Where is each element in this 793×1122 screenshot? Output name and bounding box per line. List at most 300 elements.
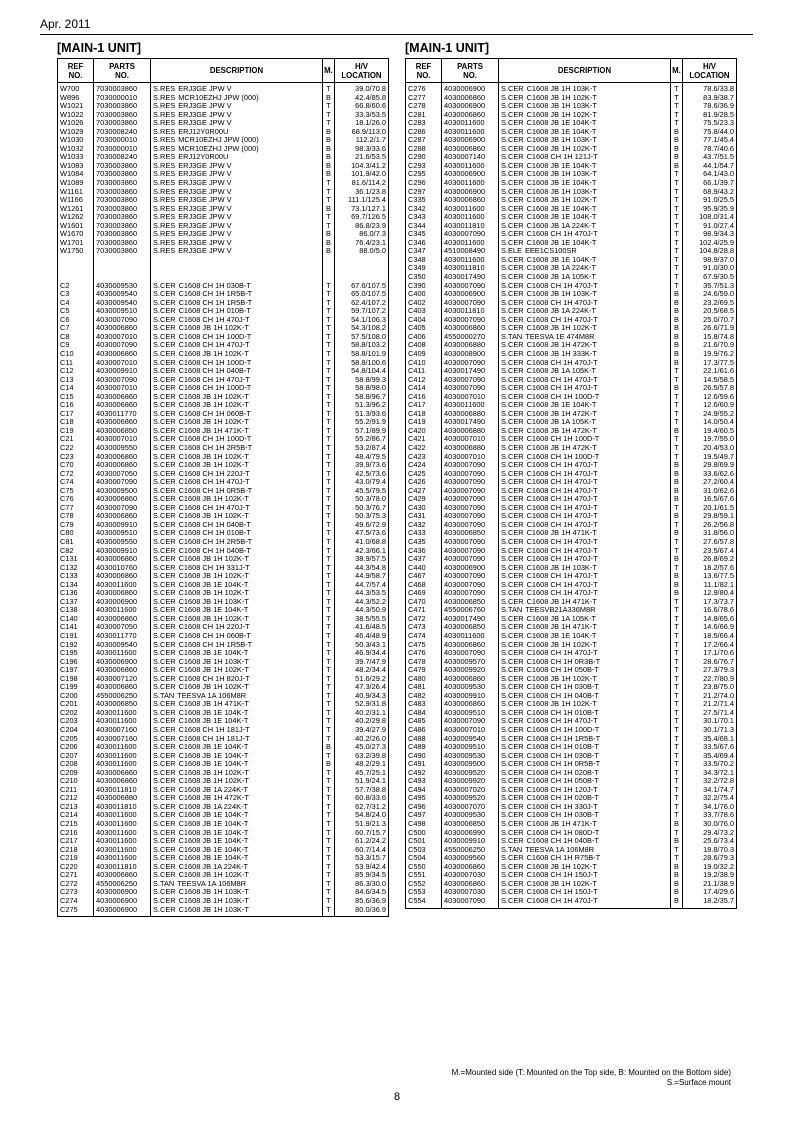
description-cell: S.CER C1608 CH 1H 100D-T bbox=[499, 393, 671, 402]
description-cell: S.CER C1608 JB 1E 104K-T bbox=[151, 829, 323, 838]
location-cell: 43.7/51.5 bbox=[683, 153, 737, 162]
mount-side-cell: T bbox=[323, 906, 335, 917]
location-cell: 21.6/70.9 bbox=[683, 341, 737, 350]
col-description-header: DESCRIPTION bbox=[499, 59, 671, 83]
location-cell: 75.8/44.0 bbox=[683, 128, 737, 137]
parts-no-cell: 4030011600 bbox=[94, 829, 151, 838]
ref-no-cell: C197 bbox=[58, 666, 94, 675]
mount-side-cell: T bbox=[671, 743, 683, 752]
location-cell: 18.5/66.4 bbox=[683, 632, 737, 641]
location-cell: 28.6/79.3 bbox=[683, 854, 737, 863]
description-cell: S.CER C1608 JB 1A 105K-T bbox=[499, 273, 671, 282]
description-cell: S.CER C1608 JB 1E 104K-T bbox=[499, 205, 671, 214]
mount-side-cell: T bbox=[671, 632, 683, 641]
mount-side-cell: T bbox=[323, 794, 335, 803]
description-cell: S.RES ERJ12Y0R00U bbox=[151, 153, 323, 162]
parts-no-cell: 4030007090 bbox=[442, 487, 499, 496]
table-row bbox=[58, 111, 389, 120]
table-row bbox=[58, 102, 389, 111]
location-cell: 17.1/70.6 bbox=[683, 649, 737, 658]
description-cell: S.CER C1608 CH 1H 181J-T bbox=[151, 735, 323, 744]
mount-side-cell: T bbox=[323, 880, 335, 889]
description-cell: S.CER C1608 JB 1H 103K-T bbox=[151, 888, 323, 897]
description-cell: S.TAN TEESVA 1A 106M8R bbox=[151, 692, 323, 701]
mount-side-cell: T bbox=[323, 393, 335, 402]
description-cell: S.CER C1608 JB 1A 224K-T bbox=[499, 307, 671, 316]
mount-side-cell: T bbox=[323, 188, 335, 197]
location-cell: 39.4/27.9 bbox=[335, 726, 389, 735]
mount-side-cell: B bbox=[671, 837, 683, 846]
mount-side-cell bbox=[323, 256, 335, 265]
ref-no-cell: C18 bbox=[58, 418, 94, 427]
ref-no-cell: C400 bbox=[406, 290, 442, 299]
ref-no-cell: W1701 bbox=[58, 239, 94, 248]
mount-side-cell: B bbox=[671, 153, 683, 162]
description-cell: S.ELE EEE1CS100SR bbox=[499, 247, 671, 256]
mount-side-cell: T bbox=[323, 529, 335, 538]
ref-no-cell: C412 bbox=[406, 376, 442, 385]
table-row bbox=[58, 153, 389, 162]
description-cell: S.CER C1608 CH 1H 100D-T bbox=[499, 453, 671, 462]
table-row bbox=[406, 470, 737, 479]
description-cell: S.CER C1608 CH 1H 470J-T bbox=[499, 478, 671, 487]
right-parts-table bbox=[405, 58, 737, 909]
table-row bbox=[58, 829, 389, 838]
ref-no-cell: C489 bbox=[406, 743, 442, 752]
table-row bbox=[58, 880, 389, 889]
mount-side-cell: T bbox=[323, 572, 335, 581]
parts-no-cell: 4030006880 bbox=[442, 427, 499, 436]
location-cell: 88.0/5.0 bbox=[335, 247, 389, 256]
parts-no-cell: 4030011810 bbox=[442, 307, 499, 316]
location-cell: 65.0/107.5 bbox=[335, 290, 389, 299]
parts-no-cell: 7030008240 bbox=[94, 128, 151, 137]
parts-no-cell: 4030007090 bbox=[442, 376, 499, 385]
description-cell: S.CER C1608 CH 1H 470J-T bbox=[499, 504, 671, 513]
location-cell: 91.0/27.4 bbox=[683, 222, 737, 231]
location-cell: 31.8/56.0 bbox=[683, 529, 737, 538]
location-cell: 58.8/100.6 bbox=[335, 359, 389, 368]
parts-no-cell: 4030011600 bbox=[442, 179, 499, 188]
location-cell: 73.1/127.1 bbox=[335, 205, 389, 214]
ref-no-cell: C345 bbox=[406, 230, 442, 239]
mount-side-cell: T bbox=[671, 598, 683, 607]
parts-no-cell: 4030006900 bbox=[94, 658, 151, 667]
location-cell: 11.1/82.1 bbox=[683, 581, 737, 590]
ref-no-cell: C208 bbox=[58, 760, 94, 769]
location-cell: 63.2/39.8 bbox=[335, 752, 389, 761]
ref-no-cell: C467 bbox=[406, 572, 442, 581]
table-row bbox=[58, 487, 389, 496]
table-row bbox=[58, 786, 389, 795]
mount-side-cell: B bbox=[671, 333, 683, 342]
parts-no-cell: 4030011600 bbox=[442, 128, 499, 137]
description-cell: S.CER C1608 JB 1E 104K-T bbox=[151, 709, 323, 718]
mount-side-cell: T bbox=[323, 897, 335, 906]
parts-no-cell: 4030007020 bbox=[442, 786, 499, 795]
table-row bbox=[58, 239, 389, 248]
mount-side-cell: T bbox=[323, 846, 335, 855]
table-row bbox=[58, 854, 389, 863]
table-row bbox=[58, 547, 389, 556]
mount-side-cell: B bbox=[671, 555, 683, 564]
parts-no-cell: 4030007090 bbox=[442, 512, 499, 521]
parts-no-cell: 4030009920 bbox=[442, 777, 499, 786]
parts-no-cell: 4030006860 bbox=[442, 111, 499, 120]
parts-no-cell: 4030006900 bbox=[442, 188, 499, 197]
location-cell: 98.9/37.0 bbox=[683, 256, 737, 265]
ref-no-cell: C349 bbox=[406, 264, 442, 273]
table-row bbox=[406, 299, 737, 308]
table-row bbox=[58, 675, 389, 684]
parts-no-cell: 4030007010 bbox=[94, 333, 151, 342]
mount-side-cell: T bbox=[323, 316, 335, 325]
table-row bbox=[406, 119, 737, 128]
ref-no-cell: C191 bbox=[58, 632, 94, 641]
description-cell: S.CER C1608 JB 1E 104K-T bbox=[151, 606, 323, 615]
description-cell: S.CER C1608 CH 1H 470J-T bbox=[499, 581, 671, 590]
location-cell: 19.5/49.7 bbox=[683, 453, 737, 462]
table-row bbox=[58, 444, 389, 453]
table-row bbox=[406, 444, 737, 453]
parts-no-cell: 4030006900 bbox=[94, 897, 151, 906]
ref-no-cell: C422 bbox=[406, 444, 442, 453]
table-row bbox=[58, 145, 389, 154]
description-cell: S.CER C1608 JB 1H 103K-T bbox=[151, 897, 323, 906]
parts-no-cell: 4030011600 bbox=[442, 401, 499, 410]
ref-no-cell: C218 bbox=[58, 846, 94, 855]
parts-no-cell: 4030007090 bbox=[442, 230, 499, 239]
parts-no-cell: 4030006860 bbox=[94, 495, 151, 504]
description-cell: S.CER C1608 CH 1H 150J-T bbox=[499, 888, 671, 897]
table-row bbox=[406, 239, 737, 248]
description-cell: S.CER C1608 CH 1H 470J-T bbox=[499, 538, 671, 547]
location-cell: 31.0/62.6 bbox=[683, 487, 737, 496]
description-cell: S.CER C1608 CH 1H 1R5B-T bbox=[499, 735, 671, 744]
location-cell: 60.7/15.7 bbox=[335, 829, 389, 838]
table-row bbox=[58, 128, 389, 137]
location-cell: 98.9/34.3 bbox=[683, 230, 737, 239]
description-cell: S.CER C1608 CH 1H 470J-T bbox=[499, 359, 671, 368]
description-cell: S.CER C1608 JB 1A 105K-T bbox=[499, 615, 671, 624]
mount-side-cell: B bbox=[671, 384, 683, 393]
table-row bbox=[58, 247, 389, 256]
ref-no-cell: C2 bbox=[58, 282, 94, 291]
description-cell: S.TAN TEESVA 1A 106M8R bbox=[499, 846, 671, 855]
ref-no-cell: C131 bbox=[58, 555, 94, 564]
table-row bbox=[406, 538, 737, 547]
location-cell: 14.5/58.5 bbox=[683, 376, 737, 385]
parts-no-cell: 7030003860 bbox=[94, 170, 151, 179]
parts-no-cell: 7030003860 bbox=[94, 188, 151, 197]
mount-side-cell: T bbox=[323, 444, 335, 453]
location-cell: 44.3/52.2 bbox=[335, 598, 389, 607]
mount-side-cell: T bbox=[671, 401, 683, 410]
ref-no-cell: C78 bbox=[58, 512, 94, 521]
parts-no-cell: 4030009510 bbox=[442, 743, 499, 752]
location-cell: 32.2/72.8 bbox=[683, 777, 737, 786]
table-row bbox=[406, 478, 737, 487]
location-cell: 58.8/98.0 bbox=[335, 384, 389, 393]
mount-side-cell: T bbox=[323, 863, 335, 872]
table-row bbox=[406, 863, 737, 872]
ref-no-cell: W1084 bbox=[58, 170, 94, 179]
location-cell: 27.6/57.8 bbox=[683, 538, 737, 547]
parts-no-cell: 4030007090 bbox=[442, 717, 499, 726]
description-cell: S.CER C1608 JB 1H 102K-T bbox=[151, 777, 323, 786]
parts-no-cell: 4030006860 bbox=[94, 453, 151, 462]
location-cell: 15.8/74.8 bbox=[683, 333, 737, 342]
mount-side-cell: T bbox=[323, 213, 335, 222]
table-row bbox=[406, 418, 737, 427]
mount-side-cell: B bbox=[671, 128, 683, 137]
parts-no-cell: 4030007030 bbox=[442, 888, 499, 897]
ref-no-cell: C424 bbox=[406, 461, 442, 470]
table-row bbox=[58, 632, 389, 641]
page-number: 8 bbox=[394, 1091, 401, 1103]
table-row bbox=[406, 581, 737, 590]
description-cell: S.CER C1608 CH 1H 100D-T bbox=[499, 435, 671, 444]
ref-no-cell: C402 bbox=[406, 299, 442, 308]
mount-side-cell: B bbox=[671, 581, 683, 590]
table-row bbox=[58, 384, 389, 393]
ref-no-cell: C15 bbox=[58, 393, 94, 402]
table-row bbox=[406, 170, 737, 179]
ref-no-cell: W1601 bbox=[58, 222, 94, 231]
location-cell: 78.6/33.8 bbox=[683, 83, 737, 94]
location-cell: 59.7/107.2 bbox=[335, 307, 389, 316]
mount-side-cell: B bbox=[671, 461, 683, 470]
description-cell: S.CER C1608 JB 1H 102K-T bbox=[151, 393, 323, 402]
location-cell: 51.3/96.2 bbox=[335, 401, 389, 410]
mount-side-cell: T bbox=[671, 205, 683, 214]
ref-no-cell: C75 bbox=[58, 487, 94, 496]
ref-no-cell: C486 bbox=[406, 726, 442, 735]
parts-no-cell: 4030009530 bbox=[442, 683, 499, 692]
mount-side-cell: T bbox=[671, 547, 683, 556]
mount-side-cell: T bbox=[671, 649, 683, 658]
description-cell bbox=[151, 264, 323, 273]
table-row bbox=[406, 880, 737, 889]
parts-no-cell: 4030007090 bbox=[442, 299, 499, 308]
description-cell: S.CER C1608 JB 1H 471K-T bbox=[151, 700, 323, 709]
parts-no-cell: 4030006880 bbox=[442, 444, 499, 453]
location-cell: 17.4/29.6 bbox=[683, 888, 737, 897]
ref-no-cell: C219 bbox=[58, 854, 94, 863]
description-cell: S.RES ERJ3GE JPW V bbox=[151, 188, 323, 197]
description-cell: S.CER C1608 CH 1H 470J-T bbox=[151, 376, 323, 385]
mount-side-cell: B bbox=[671, 888, 683, 897]
location-cell: 52.9/31.8 bbox=[335, 700, 389, 709]
location-cell: 16.6/78.6 bbox=[683, 606, 737, 615]
mount-side-cell: T bbox=[323, 478, 335, 487]
table-row bbox=[58, 170, 389, 179]
location-cell: 45.7/25.1 bbox=[335, 769, 389, 778]
location-cell: 20.5/68.5 bbox=[683, 307, 737, 316]
table-row bbox=[406, 658, 737, 667]
right-rows bbox=[406, 83, 737, 909]
location-cell: 20.1/61.5 bbox=[683, 504, 737, 513]
parts-no-cell bbox=[94, 273, 151, 282]
parts-no-cell: 4030011810 bbox=[442, 264, 499, 273]
description-cell: S.CER C1608 CH 1H 100D-T bbox=[151, 435, 323, 444]
ref-no-cell: C431 bbox=[406, 512, 442, 521]
location-cell: 35.7/51.3 bbox=[683, 282, 737, 291]
ref-no-cell: C551 bbox=[406, 871, 442, 880]
location-cell: 17.3/77.5 bbox=[683, 359, 737, 368]
ref-no-cell: C283 bbox=[406, 119, 442, 128]
parts-no-cell: 4030007070 bbox=[442, 803, 499, 812]
parts-no-cell: 4030009500 bbox=[94, 487, 151, 496]
ref-no-cell: C473 bbox=[406, 623, 442, 632]
parts-no-cell: 4030006850 bbox=[442, 820, 499, 829]
parts-no-cell: 4030006860 bbox=[442, 863, 499, 872]
mount-side-cell: B bbox=[671, 572, 683, 581]
ref-no-cell: C21 bbox=[58, 435, 94, 444]
ref-no-cell: C11 bbox=[58, 359, 94, 368]
location-cell: 83.9/38.7 bbox=[683, 94, 737, 103]
location-cell: 33.5/67.6 bbox=[683, 743, 737, 752]
page-date: Apr. 2011 bbox=[40, 17, 91, 31]
parts-no-cell: 4030006900 bbox=[442, 83, 499, 94]
mount-side-cell: B bbox=[323, 162, 335, 171]
description-cell: S.CER C1608 CH 1H 470J-T bbox=[499, 487, 671, 496]
mount-side-cell: T bbox=[671, 760, 683, 769]
mount-side-cell: T bbox=[323, 290, 335, 299]
table-row bbox=[58, 538, 389, 547]
description-cell: S.CER C1608 JB 1E 104K-T bbox=[499, 119, 671, 128]
ref-no-cell: C496 bbox=[406, 803, 442, 812]
ref-no-cell: C418 bbox=[406, 410, 442, 419]
location-cell: 39.7/47.9 bbox=[335, 658, 389, 667]
location-cell: 77.1/45.4 bbox=[683, 136, 737, 145]
mount-side-cell: T bbox=[671, 453, 683, 462]
location-cell: 20.4/53.0 bbox=[683, 444, 737, 453]
ref-no-cell: C212 bbox=[58, 794, 94, 803]
description-cell: S.TAN TEESVB21A336M8R bbox=[499, 606, 671, 615]
mount-side-cell: B bbox=[671, 427, 683, 436]
mount-side-cell: T bbox=[671, 641, 683, 650]
description-cell: S.CER C1608 JB 1H 102K-T bbox=[151, 350, 323, 359]
mount-side-cell: T bbox=[671, 418, 683, 427]
parts-no-cell: 4030007160 bbox=[94, 726, 151, 735]
description-cell: S.CER C1608 JB 1A 224K-T bbox=[151, 863, 323, 872]
description-cell bbox=[151, 256, 323, 265]
description-cell: S.CER C1608 JB 1H 102K-T bbox=[151, 512, 323, 521]
description-cell: S.CER C1608 CH 1H 040B-T bbox=[499, 692, 671, 701]
description-cell: S.CER C1608 JB 1E 104K-T bbox=[151, 752, 323, 761]
table-row bbox=[406, 769, 737, 778]
ref-no-cell: C213 bbox=[58, 803, 94, 812]
ref-no-cell: C425 bbox=[406, 470, 442, 479]
parts-no-cell: 4030006860 bbox=[442, 145, 499, 154]
description-cell: S.CER C1608 JB 1H 472K-T bbox=[499, 341, 671, 350]
header-rule bbox=[40, 34, 753, 35]
ref-no-cell: C495 bbox=[406, 794, 442, 803]
table-row bbox=[406, 487, 737, 496]
table-row bbox=[58, 282, 389, 291]
ref-no-cell: C494 bbox=[406, 786, 442, 795]
table-row bbox=[58, 504, 389, 513]
description-cell: S.CER C1608 JB 1H 102K-T bbox=[499, 324, 671, 333]
description-cell: S.CER C1608 JB 1H 102K-T bbox=[151, 683, 323, 692]
table-row bbox=[58, 222, 389, 231]
description-cell: S.CER C1608 JB 1H 102K-T bbox=[151, 871, 323, 880]
ref-no-cell: C141 bbox=[58, 623, 94, 632]
mount-side-cell bbox=[323, 264, 335, 273]
location-cell: 29.8/69.9 bbox=[683, 461, 737, 470]
table-row bbox=[406, 529, 737, 538]
mount-side-cell: T bbox=[323, 717, 335, 726]
location-cell: 34.1/76.0 bbox=[683, 803, 737, 812]
location-cell: 85.6/36.9 bbox=[335, 897, 389, 906]
parts-no-cell: 7030003860 bbox=[94, 213, 151, 222]
parts-no-cell: 4030009540 bbox=[442, 735, 499, 744]
location-cell: 48.4/79.5 bbox=[335, 453, 389, 462]
table-row bbox=[406, 572, 737, 581]
description-cell: S.CER C1608 JB 1E 104K-T bbox=[151, 854, 323, 863]
parts-no-cell: 4550006250 bbox=[442, 846, 499, 855]
ref-no-cell: C79 bbox=[58, 521, 94, 530]
mount-side-cell: B bbox=[323, 94, 335, 103]
table-row bbox=[406, 726, 737, 735]
location-cell: 43.0/79.4 bbox=[335, 478, 389, 487]
ref-no-cell: C347 bbox=[406, 247, 442, 256]
parts-no-cell: 4030011600 bbox=[94, 837, 151, 846]
mount-side-cell: T bbox=[323, 324, 335, 333]
parts-no-cell: 4030006880 bbox=[442, 341, 499, 350]
table-row bbox=[406, 547, 737, 556]
location-cell: 53.2/87.4 bbox=[335, 444, 389, 453]
parts-no-cell: 4030007090 bbox=[94, 316, 151, 325]
mount-side-cell: B bbox=[671, 871, 683, 880]
mount-side-cell: T bbox=[323, 854, 335, 863]
location-cell: 85.9/34.5 bbox=[335, 871, 389, 880]
description-cell: S.CER C1608 JB 1H 472K-T bbox=[499, 427, 671, 436]
mount-side-cell: T bbox=[671, 606, 683, 615]
description-cell: S.CER C1608 CH 1H 060B-T bbox=[151, 410, 323, 419]
parts-no-cell: 7030003860 bbox=[94, 222, 151, 231]
description-cell: S.CER C1608 JB 1H 102K-T bbox=[151, 418, 323, 427]
parts-no-cell: 7030008240 bbox=[94, 153, 151, 162]
ref-no-cell: C214 bbox=[58, 811, 94, 820]
mount-side-cell bbox=[323, 273, 335, 282]
table-row bbox=[406, 222, 737, 231]
table-row bbox=[406, 675, 737, 684]
description-cell: S.CER C1608 CH 1H 060B-T bbox=[151, 632, 323, 641]
ref-no-cell: C215 bbox=[58, 820, 94, 829]
table-row bbox=[58, 811, 389, 820]
location-cell: 32.2/75.4 bbox=[683, 794, 737, 803]
table-row bbox=[58, 555, 389, 564]
table-row bbox=[58, 324, 389, 333]
ref-no-cell: C210 bbox=[58, 777, 94, 786]
mount-side-cell: B bbox=[671, 897, 683, 908]
mount-side-cell: T bbox=[323, 623, 335, 632]
left-rows bbox=[58, 83, 389, 917]
location-cell: 53.3/15.7 bbox=[335, 854, 389, 863]
parts-no-cell: 4550000270 bbox=[442, 333, 499, 342]
description-cell: S.CER C1608 JB 1H 102K-T bbox=[151, 495, 323, 504]
table-row bbox=[58, 752, 389, 761]
ref-no-cell: C76 bbox=[58, 495, 94, 504]
parts-no-cell: 4030009910 bbox=[94, 547, 151, 556]
mount-side-cell: B bbox=[323, 239, 335, 248]
location-cell: 45.5/79.5 bbox=[335, 487, 389, 496]
location-cell: 19.7/55.0 bbox=[683, 435, 737, 444]
description-cell: S.CER C1608 CH 1H 040B-T bbox=[151, 547, 323, 556]
location-cell: 84.6/34.5 bbox=[335, 888, 389, 897]
